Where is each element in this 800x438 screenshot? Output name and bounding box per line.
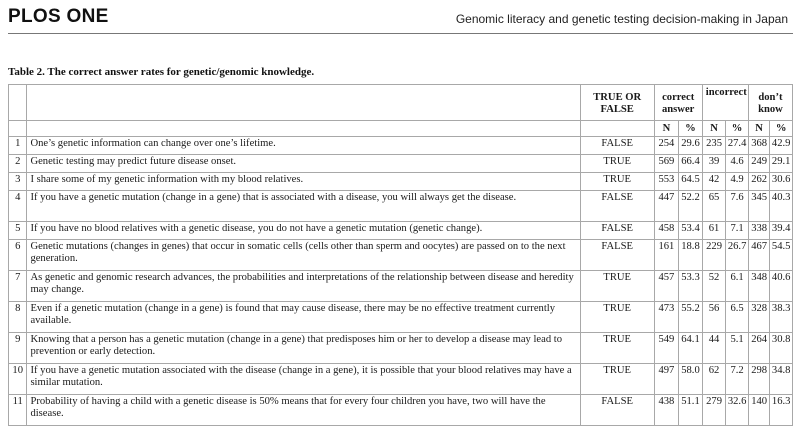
correct-pct: 58.0 [679,364,703,395]
incorrect-n: 65 [702,191,726,222]
item-statement: As genetic and genomic research advances, the probabilities and interpretations of the relationship between disease and heredity may change. [27,271,580,302]
correct-n: 549 [654,333,679,364]
correct-n: 569 [654,155,679,173]
table-row [9,240,793,271]
table-row [9,222,793,240]
incorrect-n: 279 [702,395,726,426]
correct-n: 553 [654,173,679,191]
dont-know-pct: 42.9 [770,137,793,155]
dont-know-n: 249 [748,155,770,173]
header-statement [27,85,580,121]
item-answer: TRUE [580,333,654,364]
subheader-pct: % [770,121,793,137]
header-row [9,85,793,121]
incorrect-pct: 7.2 [726,364,749,395]
item-number: 6 [9,240,27,271]
dont-know-pct: 40.6 [770,271,793,302]
correct-n: 473 [654,302,679,333]
dont-know-n: 348 [748,271,770,302]
item-statement: If you have a genetic mutation associated with the disease (change in a gene), it is possible that your blood relatives may have a similar mutation. [27,364,580,395]
table-row [9,302,793,333]
correct-n: 254 [654,137,679,155]
dont-know-pct: 38.3 [770,302,793,333]
incorrect-pct: 7.1 [726,222,749,240]
dont-know-n: 338 [748,222,770,240]
incorrect-n: 39 [702,155,726,173]
item-statement: Knowing that a person has a genetic mutation (change in a gene) that predisposes him or her to develop a disease may lead to prevention or early detection. [27,333,580,364]
subheader-n: N [748,121,770,137]
item-number: 9 [9,333,27,364]
incorrect-pct: 4.9 [726,173,749,191]
incorrect-n: 235 [702,137,726,155]
incorrect-n: 61 [702,222,726,240]
item-statement: One’s genetic information can change over one’s lifetime. [27,137,580,155]
correct-n: 438 [654,395,679,426]
journal-name: PLOS ONE [8,6,109,27]
correct-pct: 52.2 [679,191,703,222]
item-statement: Genetic testing may predict future disease onset. [27,155,580,173]
item-number: 8 [9,302,27,333]
item-answer: FALSE [580,395,654,426]
table-row [9,191,793,222]
incorrect-pct: 27.4 [726,137,749,155]
incorrect-n: 229 [702,240,726,271]
correct-pct: 64.1 [679,333,703,364]
dont-know-n: 264 [748,333,770,364]
item-number: 2 [9,155,27,173]
subheader-blank [9,121,27,137]
correct-pct: 64.5 [679,173,703,191]
item-statement: I share some of my genetic information with my blood relatives. [27,173,580,191]
correct-n: 457 [654,271,679,302]
incorrect-n: 42 [702,173,726,191]
item-statement: If you have no blood relatives with a genetic disease, you do not have a genetic mutation (genetic change). [27,222,580,240]
incorrect-pct: 7.6 [726,191,749,222]
correct-n: 447 [654,191,679,222]
incorrect-pct: 4.6 [726,155,749,173]
dont-know-pct: 40.3 [770,191,793,222]
item-number: 1 [9,137,27,155]
item-answer: TRUE [580,364,654,395]
header-num [9,85,27,121]
item-answer: FALSE [580,137,654,155]
item-number: 4 [9,191,27,222]
table-row [9,364,793,395]
dont-know-pct: 39.4 [770,222,793,240]
header-incorrect: incorrect [702,85,748,121]
dont-know-n: 298 [748,364,770,395]
item-number: 11 [9,395,27,426]
dont-know-n: 140 [748,395,770,426]
incorrect-pct: 6.1 [726,271,749,302]
dont-know-n: 328 [748,302,770,333]
item-statement: Probability of having a child with a genetic disease is 50% means that for every four children you have, two will have the disease. [27,395,580,426]
correct-pct: 55.2 [679,302,703,333]
dont-know-n: 368 [748,137,770,155]
table-row [9,155,793,173]
table-row [9,271,793,302]
subheader-row [9,121,793,137]
table-caption: Table 2. The correct answer rates for genetic/genomic knowledge. [8,66,315,78]
dont-know-n: 467 [748,240,770,271]
correct-pct: 29.6 [679,137,703,155]
subheader-blank [580,121,654,137]
table-row [9,395,793,426]
correct-pct: 18.8 [679,240,703,271]
incorrect-n: 56 [702,302,726,333]
subheader-n: N [702,121,726,137]
correct-pct: 53.3 [679,271,703,302]
knowledge-table [8,84,793,426]
item-statement: Even if a genetic mutation (change in a gene) is found that may cause disease, there may be no effective treatment currently available. [27,302,580,333]
correct-pct: 66.4 [679,155,703,173]
table-row [9,333,793,364]
item-answer: FALSE [580,222,654,240]
incorrect-pct: 26.7 [726,240,749,271]
correct-n: 458 [654,222,679,240]
dont-know-pct: 30.6 [770,173,793,191]
dont-know-pct: 30.8 [770,333,793,364]
correct-pct: 53.4 [679,222,703,240]
correct-pct: 51.1 [679,395,703,426]
item-answer: TRUE [580,302,654,333]
item-answer: TRUE [580,173,654,191]
header-true-or-false: TRUE OR FALSE [580,85,654,121]
correct-n: 497 [654,364,679,395]
incorrect-n: 44 [702,333,726,364]
dont-know-pct: 29.1 [770,155,793,173]
dont-know-n: 345 [748,191,770,222]
item-number: 5 [9,222,27,240]
dont-know-pct: 34.8 [770,364,793,395]
subheader-pct: % [679,121,703,137]
incorrect-n: 62 [702,364,726,395]
incorrect-n: 52 [702,271,726,302]
dont-know-n: 262 [748,173,770,191]
item-number: 7 [9,271,27,302]
item-answer: FALSE [580,240,654,271]
table-row [9,173,793,191]
running-title: Genomic literacy and genetic testing decision-making in Japan [455,12,788,26]
incorrect-pct: 5.1 [726,333,749,364]
correct-n: 161 [654,240,679,271]
subheader-n: N [654,121,679,137]
incorrect-pct: 32.6 [726,395,749,426]
dont-know-pct: 54.5 [770,240,793,271]
item-answer: TRUE [580,155,654,173]
item-number: 3 [9,173,27,191]
table-row [9,137,793,155]
item-answer: TRUE [580,271,654,302]
header-dont-know: don’t know [748,85,792,121]
header-correct: correct answer [654,85,702,121]
item-answer: FALSE [580,191,654,222]
item-statement: If you have a genetic mutation (change in a gene) that is associated with a disease, you will always get the disease. [27,191,580,222]
item-statement: Genetic mutations (changes in genes) that occur in somatic cells (cells other than sperm and oocytes) are passed on to the next generation. [27,240,580,271]
dont-know-pct: 16.3 [770,395,793,426]
incorrect-pct: 6.5 [726,302,749,333]
subheader-blank [27,121,580,137]
header-rule [8,33,793,34]
subheader-pct: % [726,121,749,137]
item-number: 10 [9,364,27,395]
